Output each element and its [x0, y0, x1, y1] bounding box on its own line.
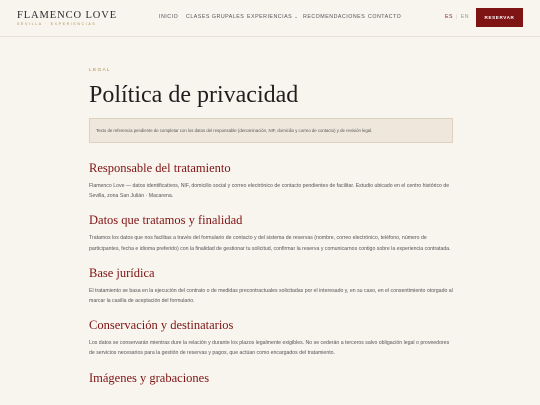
- pending-notice: Texto de referencia pendiente de completar con los datos del responsable (denominación, NIF, domicilio y correo de contacto) y de revisión legal.: [89, 118, 453, 143]
- site-header: [0, 0, 540, 37]
- brand-tagline: SEVILLA · EXPERIENCIAS: [17, 22, 97, 26]
- nav-item-inicio[interactable]: INICIO: [159, 14, 179, 20]
- section-title-datos: Datos que tratamos y finalidad: [89, 213, 243, 228]
- main-nav: [159, 14, 408, 20]
- section-title-base-juridica: Base jurídica: [89, 265, 155, 280]
- section-title-responsable: Responsable del tratamiento: [89, 161, 231, 175]
- nav-item-recomendaciones[interactable]: RECOMENDACIONES: [303, 14, 366, 20]
- nav-item-experiencias-label: EXPERIENCIAS: [247, 14, 293, 20]
- section-body-datos: Tratamos los datos que nos facilitas a través del formulario de contacto y del sistema de reservas (nombre, correo electrónico, teléfono, número de participantes, fecha e idioma preferido) con la finalidad de gestionar tu solicitud, confirmar la reserva y comunicarnos contigo sobre la experiencia contratada.: [89, 235, 451, 252]
- page-title: Política de privacidad: [89, 82, 299, 108]
- section-body-responsable: Flamenco Love — datos identificativos, NIF, domicilio social y correo electrónico de contacto pendientes de facilitar. Estudio ubicado en el centro histórico de Sevilla, zona San Julián · Macarena.: [89, 183, 450, 200]
- section-title-conservacion: Conservación y destinatarios: [89, 318, 234, 333]
- lang-es[interactable]: ES: [445, 14, 453, 20]
- nav-item-experiencias[interactable]: [247, 14, 303, 20]
- brand-logo[interactable]: [17, 10, 117, 26]
- chevron-down-icon: ⌄: [294, 14, 299, 19]
- section-body-conservacion: Los datos se conservarán mientras dure la relación y durante los plazos legalmente exigibles. No se cederán a terceros salvo obligación legal o proveedores de servicios necesarios para la gestión de reservas y pagos, que actúan como encargados del tratamiento.: [89, 340, 450, 357]
- section-body-base-juridica: El tratamiento se basa en la ejecución del contrato o de medidas precontractuales solicitadas por el interesado y, en su caso, en el consentimiento otorgado al marcar la casilla de aceptación del formulario.: [89, 287, 453, 305]
- page-kicker: LEGAL: [89, 68, 111, 73]
- section-title-imagenes: Imágenes y grabaciones: [89, 370, 210, 385]
- main-content: [89, 68, 453, 391]
- nav-item-contacto[interactable]: CONTACTO: [368, 14, 402, 20]
- brand-name: FLAMENCO LOVE: [17, 10, 118, 21]
- nav-item-clases-grupales[interactable]: CLASES GRUPALES: [186, 14, 245, 20]
- language-switcher: [445, 14, 469, 20]
- lang-en[interactable]: EN: [460, 14, 469, 20]
- reserve-button[interactable]: RESERVAR: [476, 8, 523, 27]
- lang-separator: |: [455, 14, 458, 20]
